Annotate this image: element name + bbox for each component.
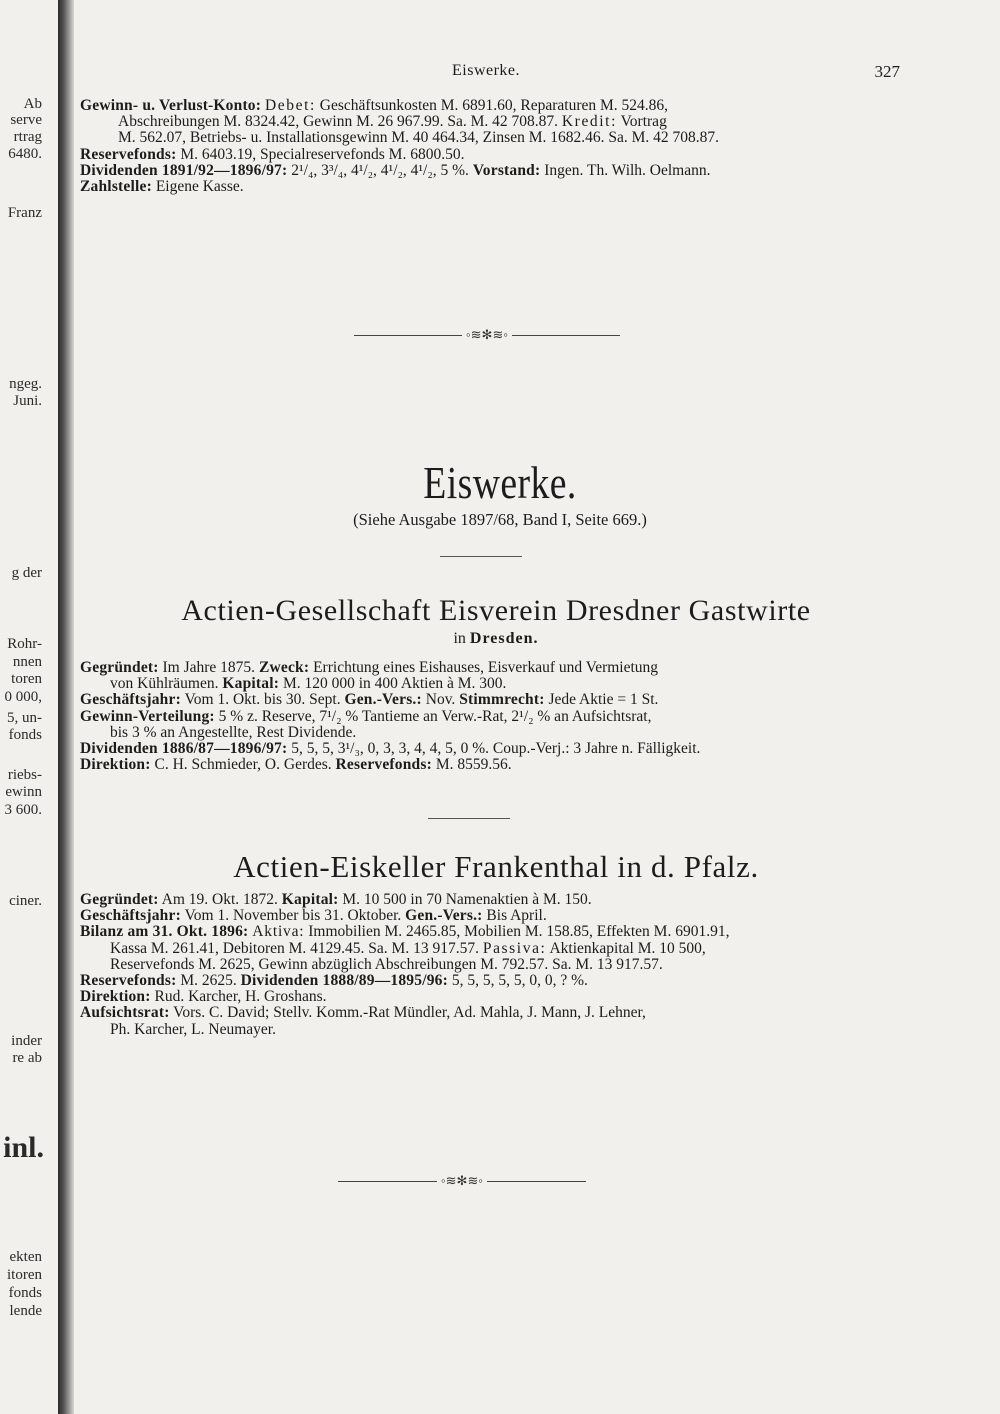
entry-line <box>80 892 902 908</box>
margin-fragment: Franz <box>7 205 42 221</box>
field-value: Am 19. Okt. 1872. <box>161 891 278 908</box>
page-number: 327 <box>874 62 900 81</box>
entry-line <box>80 660 902 676</box>
field-value: Abschreibungen M. 8324.42, Gewinn M. 26 967.99. Sa. M. 42 708.87. <box>118 113 559 131</box>
ornament-icon: ◦≋✻≋◦ <box>441 1173 483 1188</box>
short-rule <box>440 556 522 557</box>
field-label: Gegründet: <box>80 659 159 676</box>
field-label: Zweck: <box>258 659 310 676</box>
margin-fragment: lende <box>9 1303 42 1319</box>
field-value: M. 2625. <box>180 972 237 990</box>
spaced-label: Debet: <box>265 97 316 114</box>
company-name: Actien-Eiskeller Frankenthal in d. Pfalz. <box>233 849 759 884</box>
ornament-divider <box>354 328 620 342</box>
field-value: Rud. Karcher, H. Groshans. <box>154 988 327 1006</box>
field-value: Immobilien M. 2465.85, Mobilien M. 158.85, Effekten M. 6901.91, <box>308 923 730 941</box>
field-label: Aufsichtsrat: <box>80 1004 170 1022</box>
margin-fragment: 0 000, <box>4 689 42 705</box>
entry-line <box>80 179 902 195</box>
entry-line <box>80 98 902 114</box>
divider-line <box>354 335 462 336</box>
entry-line: Ph. Karcher, L. Neumayer. <box>110 1020 276 1038</box>
field-value: Vortrag <box>620 113 667 131</box>
margin-fragment: 6480. <box>8 146 42 162</box>
location-prefix: in <box>453 630 466 647</box>
field-label: Direktion: <box>80 988 151 1006</box>
page-header <box>80 62 900 84</box>
field-label: Kapital: <box>222 675 280 693</box>
field-value: Coup.-Verj.: 3 Jahre n. Fälligkeit. <box>492 740 701 758</box>
ornament-icon: ◦≋✻≋◦ <box>466 327 508 342</box>
entry-line: Reservefonds M. 2625, Gewinn abzüglich Abschreibungen M. 792.57. Sa. M. 13 917.57. <box>110 955 663 973</box>
margin-fragment: toren <box>11 671 42 687</box>
margin-fragment: inder <box>11 1033 42 1049</box>
field-label: Kapital: <box>281 891 339 908</box>
field-value: M. 120 000 in 400 Aktien à M. 300. <box>282 675 507 693</box>
field-value: Vom 1. November bis 31. Oktober. <box>184 907 402 925</box>
field-label: Gegründet: <box>80 891 159 908</box>
field-value: M. 8559.56. <box>435 756 512 774</box>
field-value: Vom 1. Okt. bis 30. Sept. <box>184 691 341 709</box>
margin-fragment: serve <box>10 112 42 128</box>
margin-fragment: inl. <box>3 1131 44 1164</box>
field-label: Gewinn-Verteilung: <box>80 707 215 725</box>
entry-line <box>80 941 902 957</box>
margin-fragment: itoren <box>7 1267 42 1283</box>
entry-line <box>80 163 902 179</box>
entry-line <box>80 989 902 1005</box>
field-label: Reservefonds: <box>335 756 432 774</box>
field-label: Geschäftsjahr: <box>80 691 181 709</box>
field-label: Zahlstelle: <box>80 178 152 196</box>
margin-fragment: ngeg. <box>9 376 42 392</box>
company2-entry <box>80 892 902 1038</box>
entry-line <box>80 692 902 708</box>
margin-fragment: 3 600. <box>4 802 42 818</box>
field-label: Dividenden 1888/89—1895/96: <box>240 972 448 990</box>
field-value: 2¹/₄, 3³/₄, 4¹/₂, 4¹/₂, 4¹/₂, 5 %. <box>291 161 469 179</box>
divider-line <box>512 335 620 336</box>
margin-fragment: nnen <box>12 654 42 670</box>
entry-line <box>80 676 902 692</box>
spaced-label: Kredit: <box>561 113 617 131</box>
field-label: Gen.-Vers.: <box>405 907 483 925</box>
entry-line: bis 3 % an Angestellte, Rest Dividende. <box>110 723 357 741</box>
margin-fragment: g der <box>11 565 42 581</box>
book-gutter <box>58 0 74 1414</box>
margin-fragment: ewinn <box>5 784 42 800</box>
margin-fragment: re ab <box>12 1050 42 1066</box>
field-value: Ingen. Th. Wilh. Oelmann. <box>544 161 711 179</box>
ornament-divider <box>338 1174 586 1188</box>
field-value: Errichtung eines Eishauses, Eisverkauf und Vermietung <box>313 659 659 676</box>
margin-fragment: rtrag <box>13 129 42 145</box>
section-subtitle: (Siehe Ausgabe 1897/68, Band I, Seite 669.) <box>353 510 647 529</box>
margin-fragment: fonds <box>8 727 42 743</box>
spaced-label: Aktiva: <box>252 923 305 941</box>
field-value: C. H. Schmieder, O. Gerdes. <box>154 756 332 774</box>
entry-line <box>80 973 902 989</box>
company1-entry <box>80 660 902 773</box>
divider-line <box>487 1181 586 1182</box>
running-head: Eiswerke. <box>452 62 521 79</box>
entry-line <box>80 114 902 130</box>
field-value: Jede Aktie = 1 St. <box>548 691 659 709</box>
field-value: Geschäftsunkosten M. 6891.60, Reparaturen M. 524.86, <box>319 97 669 114</box>
field-value: 5, 5, 5, 3¹/₃, 0, 3, 3, 4, 4, 5, 0 %. <box>291 740 490 758</box>
field-value: Bis April. <box>486 907 547 925</box>
field-label: Reservefonds: <box>80 972 177 990</box>
entry-line <box>80 741 902 757</box>
field-label: Stimmrecht: <box>459 691 545 709</box>
field-label: Bilanz am 31. Okt. 1896: <box>80 923 249 941</box>
field-value: M. 10 500 in 70 Namenaktien à M. 150. <box>342 891 592 908</box>
field-value: von Kühlräumen. <box>110 675 219 693</box>
margin-fragment: riebs- <box>7 767 42 783</box>
spaced-label: Passiva: <box>482 939 547 957</box>
field-value: Nov. <box>425 691 456 709</box>
entry-line <box>80 147 902 163</box>
margin-fragment: Rohr- <box>7 636 42 652</box>
top-entry <box>80 98 902 195</box>
field-value: Vors. C. David; Stellv. Komm.-Rat Mündler, Ad. Mahla, J. Mann, J. Lehner, <box>173 1004 646 1022</box>
field-label: Geschäftsjahr: <box>80 907 181 925</box>
section-title: Eiswerke. <box>423 457 577 508</box>
entry-line <box>80 924 902 940</box>
section-reference <box>80 510 920 530</box>
field-label: Dividenden 1886/87—1896/97: <box>80 740 288 758</box>
company-heading <box>76 594 916 648</box>
entry-line: M. 562.07, Betriebs- u. Installationsgewinn M. 40 464.34, Zinsen M. 1682.46. Sa. M. 42 708.87. <box>118 129 720 147</box>
field-label: Direktion: <box>80 756 151 774</box>
margin-fragment: Juni. <box>13 393 42 409</box>
margin-fragment: ciner. <box>9 893 42 909</box>
margin-fragment: ekten <box>9 1249 42 1265</box>
field-label: Gewinn- u. Verlust-Konto: <box>80 97 262 114</box>
field-value: Kassa M. 261.41, Debitoren M. 4129.45. Sa. M. 13 917.57. <box>110 939 479 957</box>
entry-line <box>80 757 902 773</box>
margin-fragment: 5, un- <box>7 710 42 726</box>
previous-page-margin <box>0 0 46 1414</box>
field-value: 5 % z. Reserve, 7¹/₂ % Tantieme an Verw.-Rat, 2¹/₂ % an Aufsichtsrat, <box>218 707 652 725</box>
company-heading <box>76 850 916 884</box>
field-label: Vorstand: <box>472 161 541 179</box>
field-value: 5, 5, 5, 5, 5, 0, 0, ? %. <box>451 972 588 990</box>
entry-line <box>80 908 902 924</box>
field-value: Im Jahre 1875. <box>162 659 256 676</box>
company-location <box>76 630 916 648</box>
company-name: Actien-Gesellschaft Eisverein Dresdner Gastwirte <box>181 594 811 627</box>
field-value: M. 6403.19, Specialreservefonds M. 6800.50. <box>180 145 465 163</box>
location-city: Dresden. <box>469 630 539 647</box>
field-label: Gen.-Vers.: <box>344 691 422 709</box>
field-label: Dividenden 1891/92—1896/97: <box>80 161 288 179</box>
entry-line <box>80 1005 902 1021</box>
divider-line <box>338 1181 437 1182</box>
field-value: Aktienkapital M. 10 500, <box>549 939 706 957</box>
entry-line <box>80 709 902 725</box>
margin-fragment: Ab <box>23 96 42 112</box>
section-heading <box>80 458 920 508</box>
field-label: Reservefonds: <box>80 145 177 163</box>
short-rule <box>428 818 510 819</box>
margin-fragment: fonds <box>8 1285 42 1301</box>
field-value: Eigene Kasse. <box>155 178 244 196</box>
